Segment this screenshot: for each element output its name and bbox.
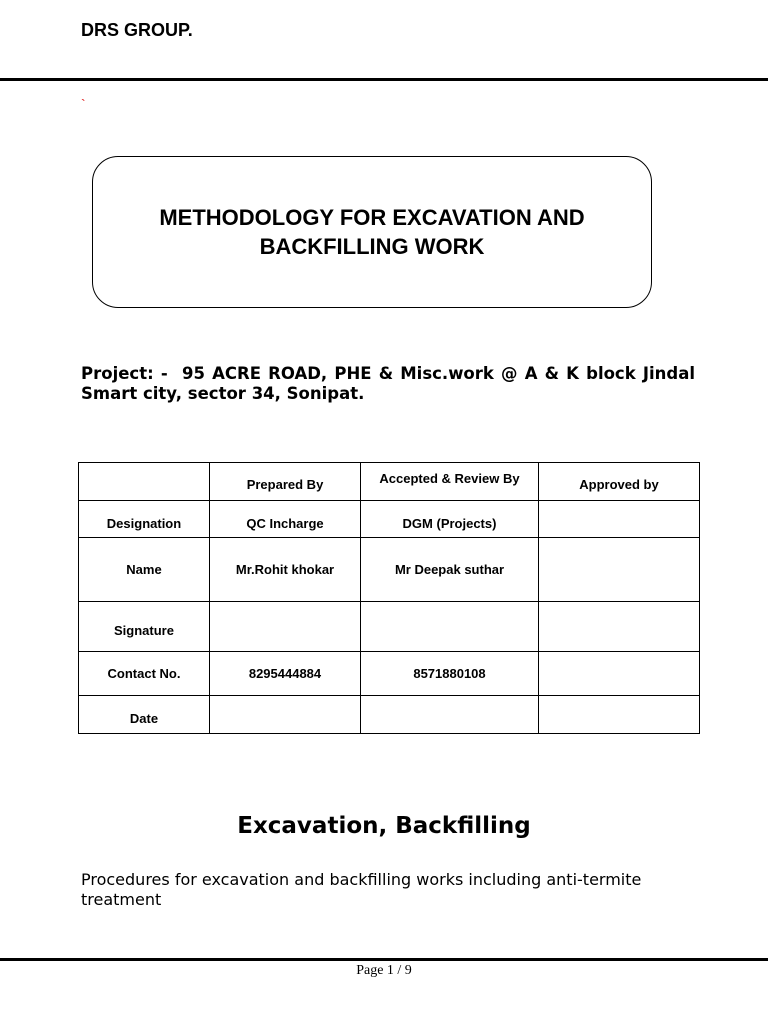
header-approved-by: Approved by (539, 463, 700, 501)
title-box (92, 156, 652, 308)
page-number: Page 1 / 9 (356, 963, 412, 978)
cell-approved (539, 602, 700, 652)
row-label: Date (79, 696, 210, 734)
table-row-contact (79, 652, 700, 696)
cell-accepted: Mr Deepak suthar (361, 538, 539, 602)
header-rule (0, 78, 768, 81)
row-label: Contact No. (79, 652, 210, 696)
row-label: Signature (79, 602, 210, 652)
cell-prepared: Mr.Rohit khokar (210, 538, 361, 602)
cell-approved (539, 538, 700, 602)
header-cell-empty (79, 463, 210, 501)
cell-approved (539, 501, 700, 538)
cell-approved (539, 696, 700, 734)
table-row-name (79, 538, 700, 602)
project-text: 95 ACRE ROAD, PHE & Misc.work @ A & K block Jindal Smart city, sector 34, Sonipat. (81, 364, 695, 403)
section-heading: Excavation, Backfilling (237, 813, 531, 839)
signoff-table (78, 462, 700, 734)
cell-prepared: 8295444884 (210, 652, 361, 696)
cell-prepared (210, 696, 361, 734)
title-line-1: METHODOLOGY FOR EXCAVATION AND (159, 205, 585, 230)
table-row-designation (79, 501, 700, 538)
project-statement (81, 364, 695, 404)
cell-accepted (361, 696, 539, 734)
header-accepted-review-by: Accepted & Review By (361, 463, 539, 501)
title-line-2: BACKFILLING WORK (259, 234, 485, 259)
row-label: Name (79, 538, 210, 602)
project-label: Project: - (81, 364, 168, 383)
table-row-date (79, 696, 700, 734)
company-name: DRS GROUP. (81, 20, 193, 40)
table-row-signature (79, 602, 700, 652)
footer-rule (0, 958, 768, 961)
table-header-row (79, 463, 700, 501)
section-description: Procedures for excavation and backfilling works including anti-termite treatment (81, 870, 642, 909)
stray-mark: ` (81, 96, 86, 112)
cell-accepted: DGM (Projects) (361, 501, 539, 538)
cell-accepted (361, 602, 539, 652)
header-prepared-by: Prepared By (210, 463, 361, 501)
cell-prepared: QC Incharge (210, 501, 361, 538)
cell-accepted: 8571880108 (361, 652, 539, 696)
cell-prepared (210, 602, 361, 652)
cell-approved (539, 652, 700, 696)
document-title (159, 203, 584, 261)
row-label: Designation (79, 501, 210, 538)
